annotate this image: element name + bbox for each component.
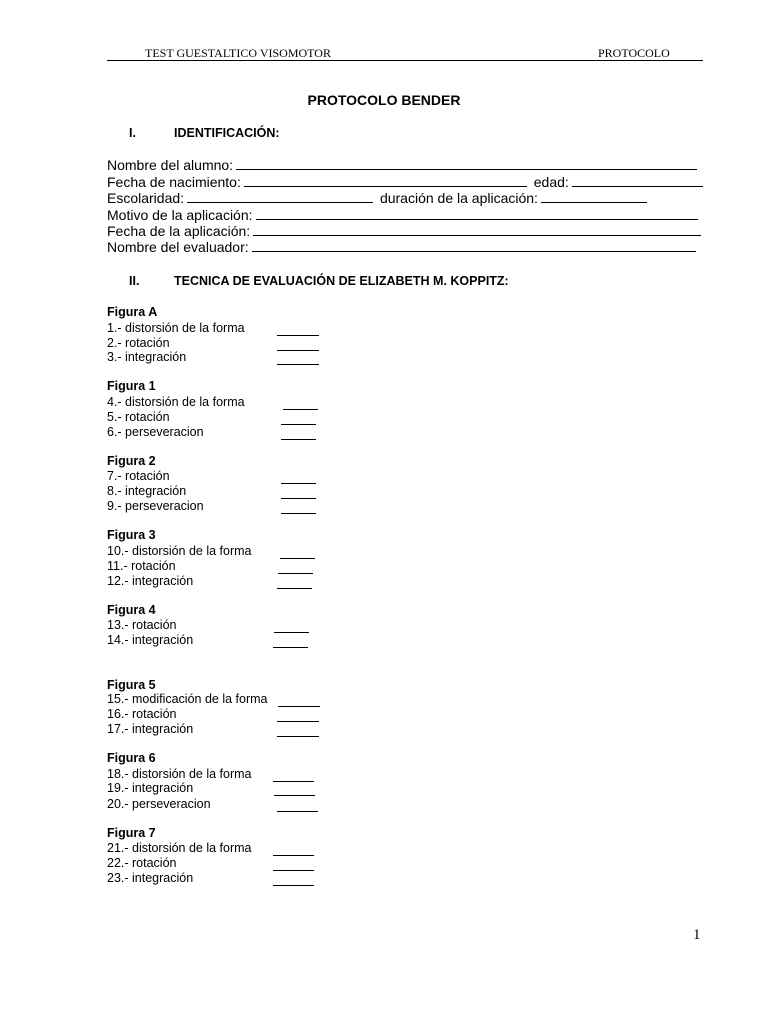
score-line-8[interactable] bbox=[281, 498, 316, 499]
header-right: PROTOCOLO bbox=[598, 46, 670, 60]
blank-line[interactable] bbox=[244, 173, 527, 187]
item-15: 15.- modificación de la forma bbox=[107, 692, 268, 706]
field-label: Escolaridad: bbox=[107, 190, 185, 206]
item-17: 17.- integración bbox=[107, 722, 194, 736]
item-12: 12.- integración bbox=[107, 574, 194, 588]
score-line-21[interactable] bbox=[273, 855, 314, 856]
blank-line[interactable] bbox=[572, 173, 703, 187]
item-22: 22.- rotación bbox=[107, 856, 177, 870]
figure-a-title: Figura A bbox=[107, 305, 158, 319]
score-line-5[interactable] bbox=[281, 424, 316, 425]
item-21: 21.- distorsión de la forma bbox=[107, 841, 252, 855]
field-escolaridad bbox=[107, 189, 647, 206]
item-19: 19.- integración bbox=[107, 781, 194, 795]
figure-1-title: Figura 1 bbox=[107, 379, 156, 393]
score-line-17[interactable] bbox=[277, 736, 319, 737]
section-1-title: IDENTIFICACIÓN: bbox=[174, 126, 280, 140]
blank-line[interactable] bbox=[256, 206, 698, 220]
item-20: 20.- perseveracion bbox=[107, 797, 211, 811]
field-label: Motivo de la aplicación: bbox=[107, 207, 253, 223]
item-3: 3.- integración bbox=[107, 350, 187, 364]
field-fecha-aplicacion bbox=[107, 222, 701, 239]
field-label: Fecha de la aplicación: bbox=[107, 223, 251, 239]
figure-7-title: Figura 7 bbox=[107, 826, 156, 840]
item-13: 13.- rotación bbox=[107, 618, 177, 632]
item-4: 4.- distorsión de la forma bbox=[107, 395, 245, 409]
page-title: PROTOCOLO BENDER bbox=[307, 92, 461, 108]
field-fecha-nacimiento bbox=[107, 173, 703, 190]
figure-2-title: Figura 2 bbox=[107, 454, 156, 468]
score-line-11[interactable] bbox=[278, 573, 313, 574]
score-line-4[interactable] bbox=[283, 409, 318, 410]
item-6: 6.- perseveracion bbox=[107, 425, 204, 439]
blank-line[interactable] bbox=[236, 156, 697, 170]
score-line-18[interactable] bbox=[273, 781, 314, 782]
item-7: 7.- rotación bbox=[107, 469, 170, 483]
item-14: 14.- integración bbox=[107, 633, 194, 647]
field-label: Fecha de nacimiento: bbox=[107, 174, 241, 190]
section-1-number: I. bbox=[129, 126, 136, 140]
figure-4-title: Figura 4 bbox=[107, 603, 156, 617]
item-16: 16.- rotación bbox=[107, 707, 177, 721]
score-line-7[interactable] bbox=[281, 483, 316, 484]
item-8: 8.- integración bbox=[107, 484, 187, 498]
score-line-20[interactable] bbox=[277, 811, 318, 812]
figure-5-title: Figura 5 bbox=[107, 678, 156, 692]
item-18: 18.- distorsión de la forma bbox=[107, 767, 252, 781]
score-line-1[interactable] bbox=[277, 335, 319, 336]
item-10: 10.- distorsión de la forma bbox=[107, 544, 252, 558]
score-line-14[interactable] bbox=[273, 647, 308, 648]
score-line-3[interactable] bbox=[277, 364, 319, 365]
field-label: Nombre del alumno: bbox=[107, 157, 234, 173]
section-2-number: II. bbox=[129, 274, 140, 288]
blank-line[interactable] bbox=[253, 222, 701, 236]
field-label-duracion: duración de la aplicación: bbox=[379, 190, 538, 206]
field-motivo bbox=[107, 206, 698, 223]
header-rule bbox=[107, 60, 703, 61]
item-2: 2.- rotación bbox=[107, 336, 170, 350]
field-nombre-alumno bbox=[107, 156, 697, 173]
page-number: 1 bbox=[693, 927, 701, 943]
item-11: 11.- rotación bbox=[107, 559, 176, 573]
score-line-9[interactable] bbox=[281, 513, 316, 514]
score-line-2[interactable] bbox=[277, 350, 319, 351]
score-line-12[interactable] bbox=[277, 588, 312, 589]
blank-line[interactable] bbox=[252, 238, 696, 252]
score-line-13[interactable] bbox=[274, 632, 309, 633]
item-9: 9.- perseveracion bbox=[107, 499, 204, 513]
item-5: 5.- rotación bbox=[107, 410, 170, 424]
blank-line[interactable] bbox=[187, 189, 373, 203]
section-2-title: TECNICA DE EVALUACIÓN DE ELIZABETH M. KOPPITZ: bbox=[174, 274, 509, 288]
score-line-15[interactable] bbox=[278, 706, 320, 707]
header-left: TEST GUESTALTICO VISOMOTOR bbox=[145, 46, 331, 60]
score-line-6[interactable] bbox=[281, 439, 316, 440]
item-23: 23.- integración bbox=[107, 871, 194, 885]
field-label-edad: edad: bbox=[533, 174, 569, 190]
blank-line[interactable] bbox=[541, 189, 647, 203]
figure-6-title: Figura 6 bbox=[107, 751, 156, 765]
score-line-10[interactable] bbox=[280, 558, 315, 559]
score-line-22[interactable] bbox=[273, 870, 314, 871]
score-line-16[interactable] bbox=[277, 721, 319, 722]
score-line-23[interactable] bbox=[273, 885, 314, 886]
figure-3-title: Figura 3 bbox=[107, 528, 156, 542]
score-line-19[interactable] bbox=[274, 795, 315, 796]
field-label: Nombre del evaluador: bbox=[107, 239, 249, 255]
item-1: 1.- distorsión de la forma bbox=[107, 321, 245, 335]
field-nombre-evaluador bbox=[107, 238, 696, 255]
